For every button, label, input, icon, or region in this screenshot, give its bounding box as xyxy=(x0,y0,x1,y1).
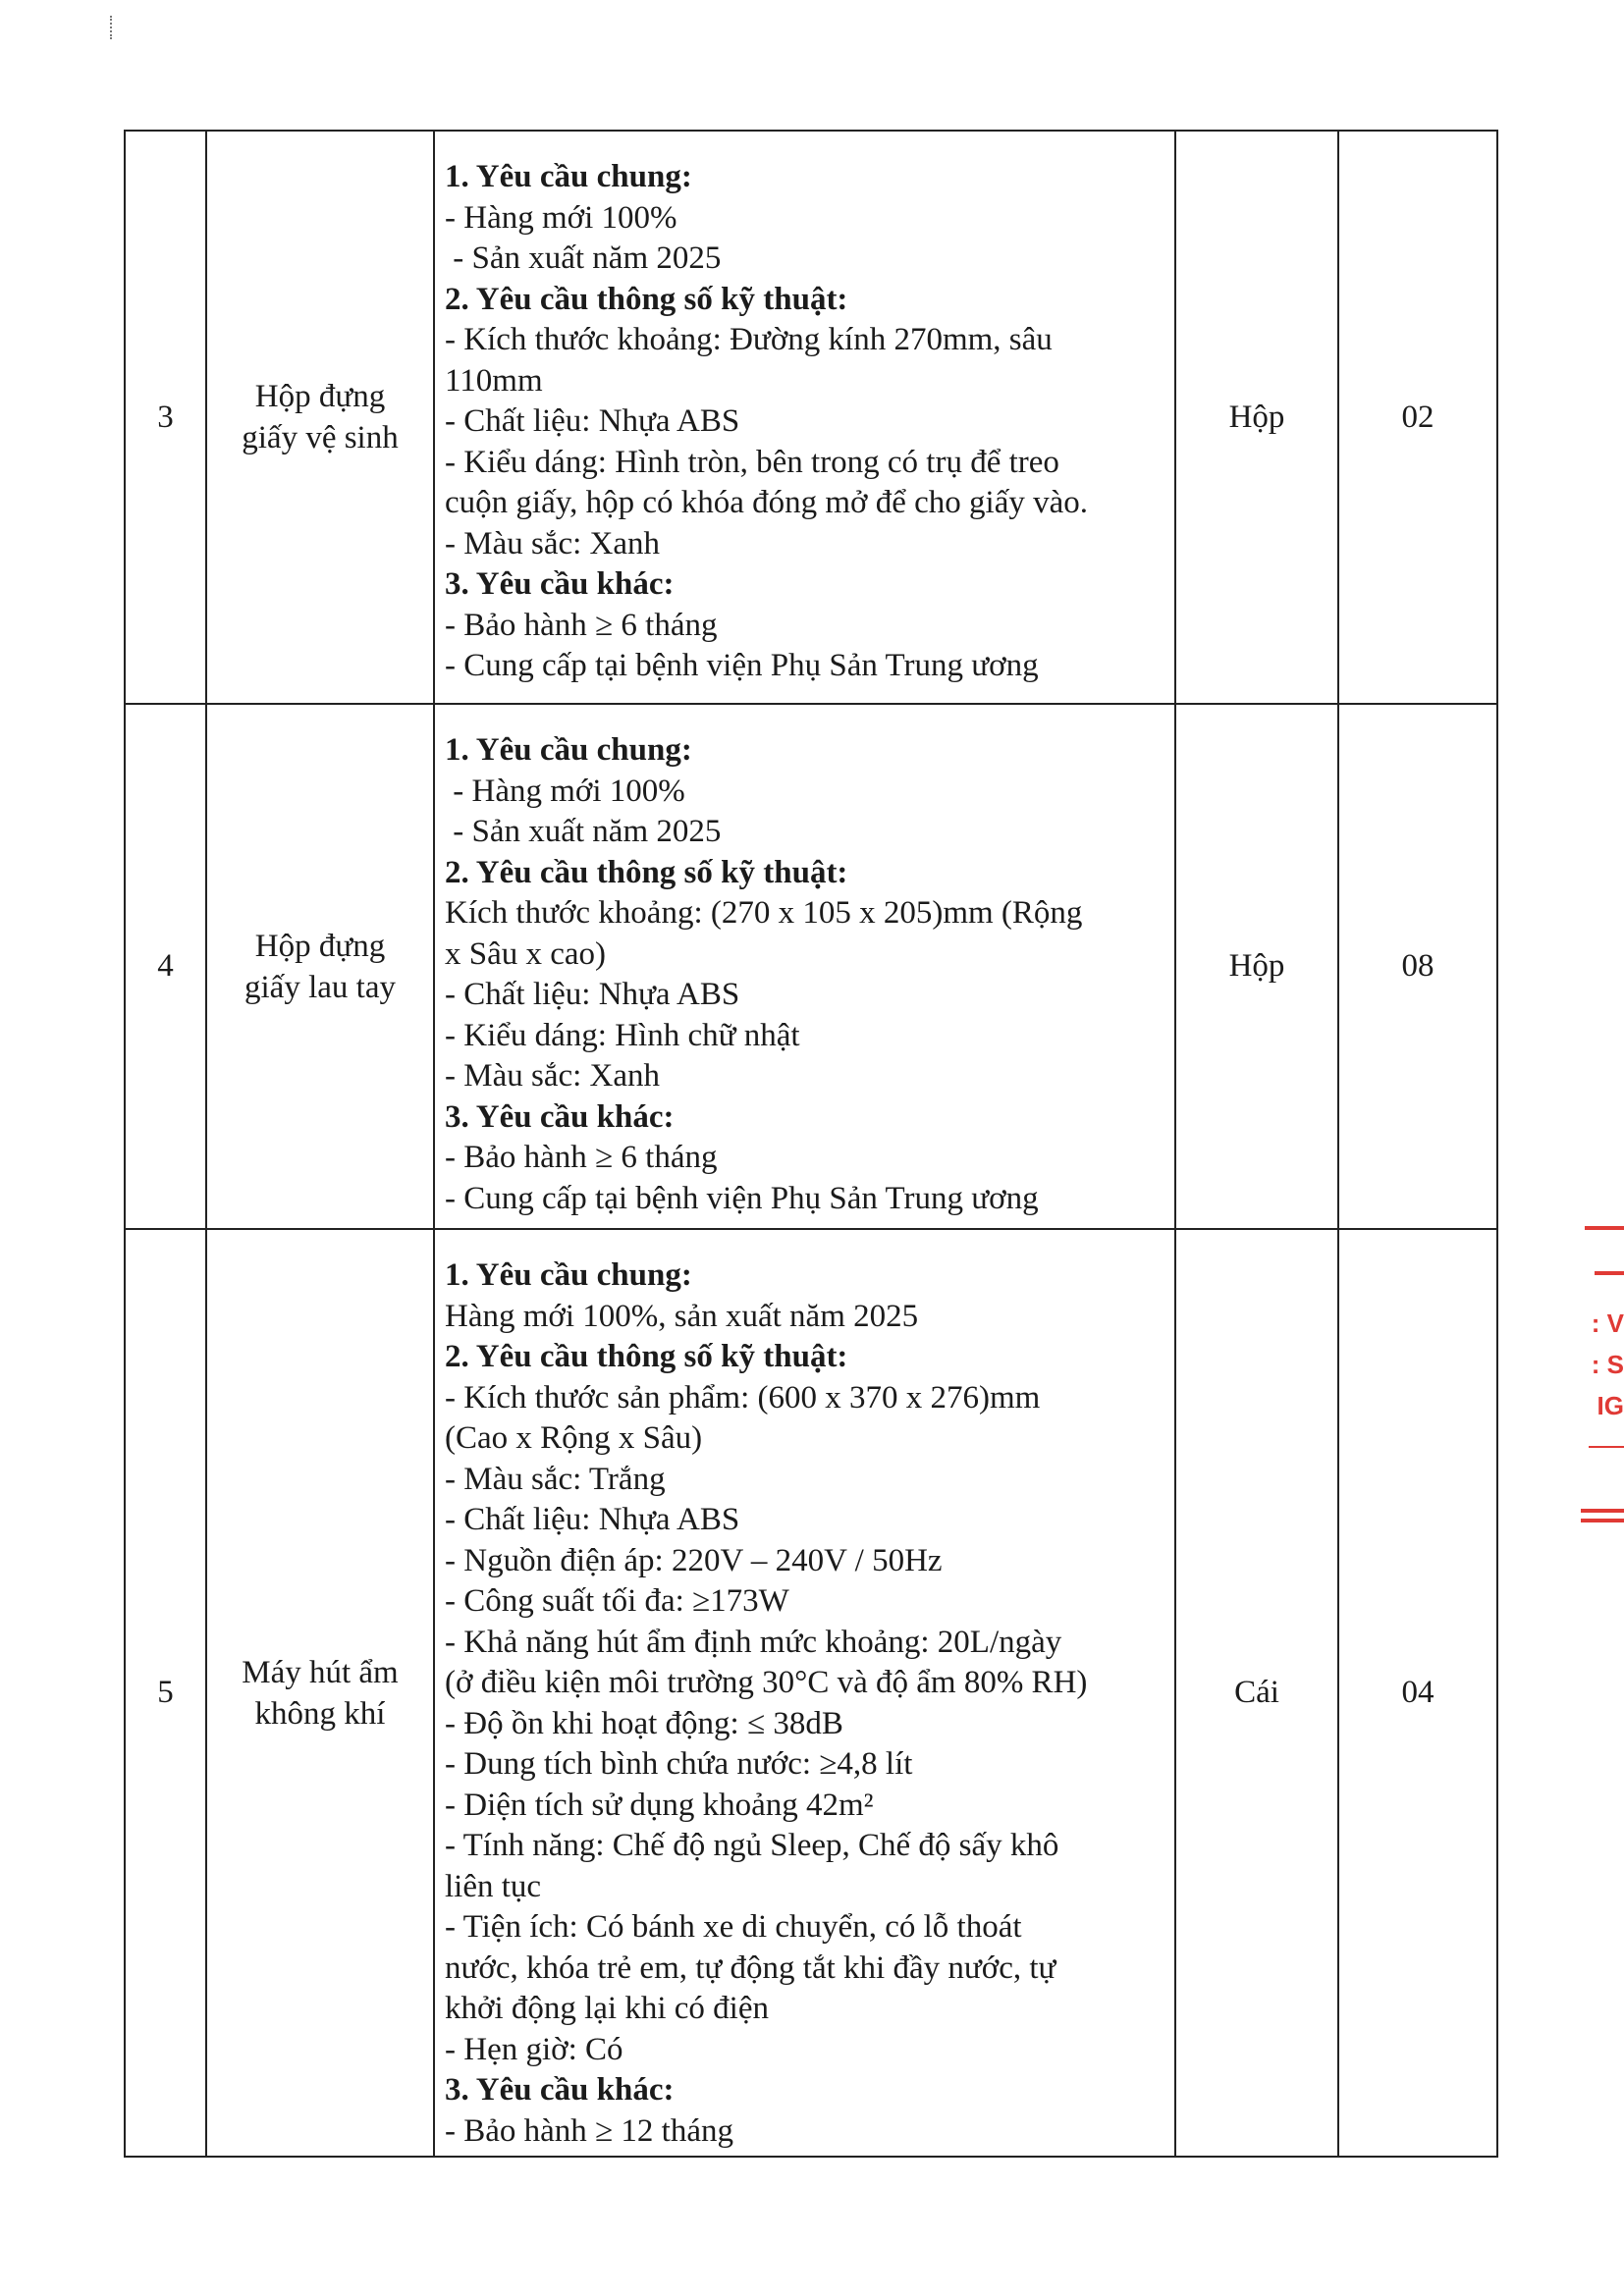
spec-line: - Kích thước sản phẩm: (600 x 370 x 276)mm xyxy=(445,1379,1041,1415)
spec-line: - Chất liệu: Nhựa ABS xyxy=(445,1502,740,1537)
spec-line: - Tính năng: Chế độ ngủ Sleep, Chế độ sấy khô xyxy=(445,1828,1059,1863)
spec-line: x Sâu x cao) xyxy=(445,935,607,972)
stamp-line xyxy=(1589,1446,1624,1448)
stamp-text: IG xyxy=(1597,1391,1624,1420)
stamp-line xyxy=(1581,1519,1624,1522)
spec-line: Hàng mới 100%, sản xuất năm 2025 xyxy=(445,1298,919,1334)
spec-line: - Bảo hành ≥ 6 tháng xyxy=(445,1140,718,1175)
unit-cell xyxy=(1175,131,1338,704)
quantity-cell xyxy=(1338,131,1497,704)
item-name-cell xyxy=(206,704,434,1229)
spec-line: - Màu sắc: Xanh xyxy=(445,525,661,561)
spec-cell xyxy=(434,131,1175,704)
spec-line: khởi động lại khi có điện xyxy=(445,1991,769,2026)
unit: Hộp xyxy=(1228,948,1285,984)
spec-line: - Bảo hành ≥ 12 tháng xyxy=(445,2112,733,2149)
table-row xyxy=(125,131,1497,704)
spec-line: - Độ ồn khi hoạt động: ≤ 38dB xyxy=(445,1705,843,1741)
stamp-line xyxy=(1595,1271,1624,1275)
specification-table xyxy=(124,130,1498,2158)
spec-heading: 3. Yêu cầu khác: xyxy=(445,566,675,602)
spec-line: - Cung cấp tại bệnh viện Phụ Sản Trung ương xyxy=(445,648,1039,683)
spec-line: - Nguồn điện áp: 220V – 240V / 50Hz xyxy=(445,1542,943,1578)
spec-line: - Dung tích bình chứa nước: ≥4,8 lít xyxy=(445,1746,913,1782)
table-row xyxy=(125,704,1497,1229)
red-stamp-fragment xyxy=(1579,1222,1624,1526)
spec-heading: 3. Yêu cầu khác: xyxy=(445,1098,675,1135)
spec-line: - Khả năng hút ẩm định mức khoảng: 20L/ngày xyxy=(445,1624,1062,1660)
stamp-line xyxy=(1581,1509,1624,1513)
spec-heading: 1. Yêu cầu chung: xyxy=(445,732,692,768)
stamp-line xyxy=(1585,1226,1624,1230)
spec-line: - Màu sắc: Xanh xyxy=(445,1058,661,1094)
row-number-cell xyxy=(125,704,206,1229)
spec-line: Kích thước khoảng: (270 x 105 x 205)mm (Rộng xyxy=(445,895,1083,931)
quantity: 02 xyxy=(1401,399,1435,435)
unit: Cái xyxy=(1234,1675,1279,1710)
unit-cell xyxy=(1175,704,1338,1229)
item-name-line: giấy vệ sinh xyxy=(242,420,399,455)
spec-line: - Hàng mới 100% xyxy=(445,199,677,236)
spec-heading: 1. Yêu cầu chung: xyxy=(445,1257,692,1293)
item-name-line: không khí xyxy=(254,1695,386,1732)
unit: Hộp xyxy=(1228,399,1285,435)
scan-mark xyxy=(110,16,115,39)
spec-line: - Chất liệu: Nhựa ABS xyxy=(445,403,740,439)
spec-line: 110mm xyxy=(445,362,543,399)
spec-line: - Cung cấp tại bệnh viện Phụ Sản Trung ương xyxy=(445,1180,1039,1216)
row-number-cell xyxy=(125,1229,206,2157)
item-name-line: Máy hút ẩm xyxy=(242,1654,399,1690)
item-name-cell xyxy=(206,1229,434,2157)
row-number: 5 xyxy=(157,1675,174,1710)
spec-line: - Hẹn giờ: Có xyxy=(445,2031,623,2067)
stamp-text: : S xyxy=(1591,1350,1624,1379)
spec-heading: 2. Yêu cầu thông số kỹ thuật: xyxy=(445,1339,848,1374)
stamp-text: : V xyxy=(1591,1308,1624,1338)
spec-line: - Chất liệu: Nhựa ABS xyxy=(445,977,740,1012)
spec-line: - Bảo hành ≥ 6 tháng xyxy=(445,607,718,643)
spec-heading: 2. Yêu cầu thông số kỹ thuật: xyxy=(445,854,848,890)
spec-heading: 1. Yêu cầu chung: xyxy=(445,159,692,194)
quantity: 08 xyxy=(1401,948,1435,984)
spec-line: (Cao x Rộng x Sâu) xyxy=(445,1420,703,1456)
row-number: 4 xyxy=(157,948,174,984)
spec-line: - Màu sắc: Trắng xyxy=(445,1461,666,1497)
table-body xyxy=(125,131,1497,2157)
spec-line: - Diện tích sử dụng khoảng 42m² xyxy=(445,1787,874,1823)
spec-line: cuộn giấy, hộp có khóa đóng mở để cho giấy vào. xyxy=(445,485,1088,520)
spec-line: nước, khóa trẻ em, tự động tắt khi đầy nước, tự xyxy=(445,1949,1056,1986)
spec-line: (ở điều kiện môi trường 30°C và độ ẩm 80% RH) xyxy=(445,1665,1088,1700)
spec-line: - Kiểu dáng: Hình tròn, bên trong có trụ để treo xyxy=(445,444,1059,480)
spec-cell xyxy=(434,1229,1175,2157)
unit-cell xyxy=(1175,1229,1338,2157)
quantity-cell xyxy=(1338,704,1497,1229)
spec-line: - Kiểu dáng: Hình chữ nhật xyxy=(445,1017,800,1053)
spec-line: - Tiện ích: Có bánh xe di chuyển, có lỗ thoát xyxy=(445,1909,1022,1945)
spec-line: - Sản xuất năm 2025 xyxy=(445,240,722,276)
row-number-cell xyxy=(125,131,206,704)
item-name-line: Hộp đựng xyxy=(254,379,386,414)
quantity-cell xyxy=(1338,1229,1497,2157)
spec-cell xyxy=(434,704,1175,1229)
quantity: 04 xyxy=(1401,1675,1435,1710)
table-row xyxy=(125,1229,1497,2157)
spec-heading: 2. Yêu cầu thông số kỹ thuật: xyxy=(445,281,848,317)
row-number: 3 xyxy=(157,399,174,435)
spec-line: - Hàng mới 100% xyxy=(445,773,685,809)
spec-line: liên tục xyxy=(445,1868,542,1904)
spec-line: - Kích thước khoảng: Đường kính 270mm, sâu xyxy=(445,322,1053,357)
item-name-cell xyxy=(206,131,434,704)
item-name-line: giấy lau tay xyxy=(244,969,396,1005)
spec-line: - Công suất tối đa: ≥173W xyxy=(445,1583,789,1619)
item-name-line: Hộp đựng xyxy=(254,928,386,964)
spec-line: - Sản xuất năm 2025 xyxy=(445,814,722,849)
spec-heading: 3. Yêu cầu khác: xyxy=(445,2072,675,2108)
